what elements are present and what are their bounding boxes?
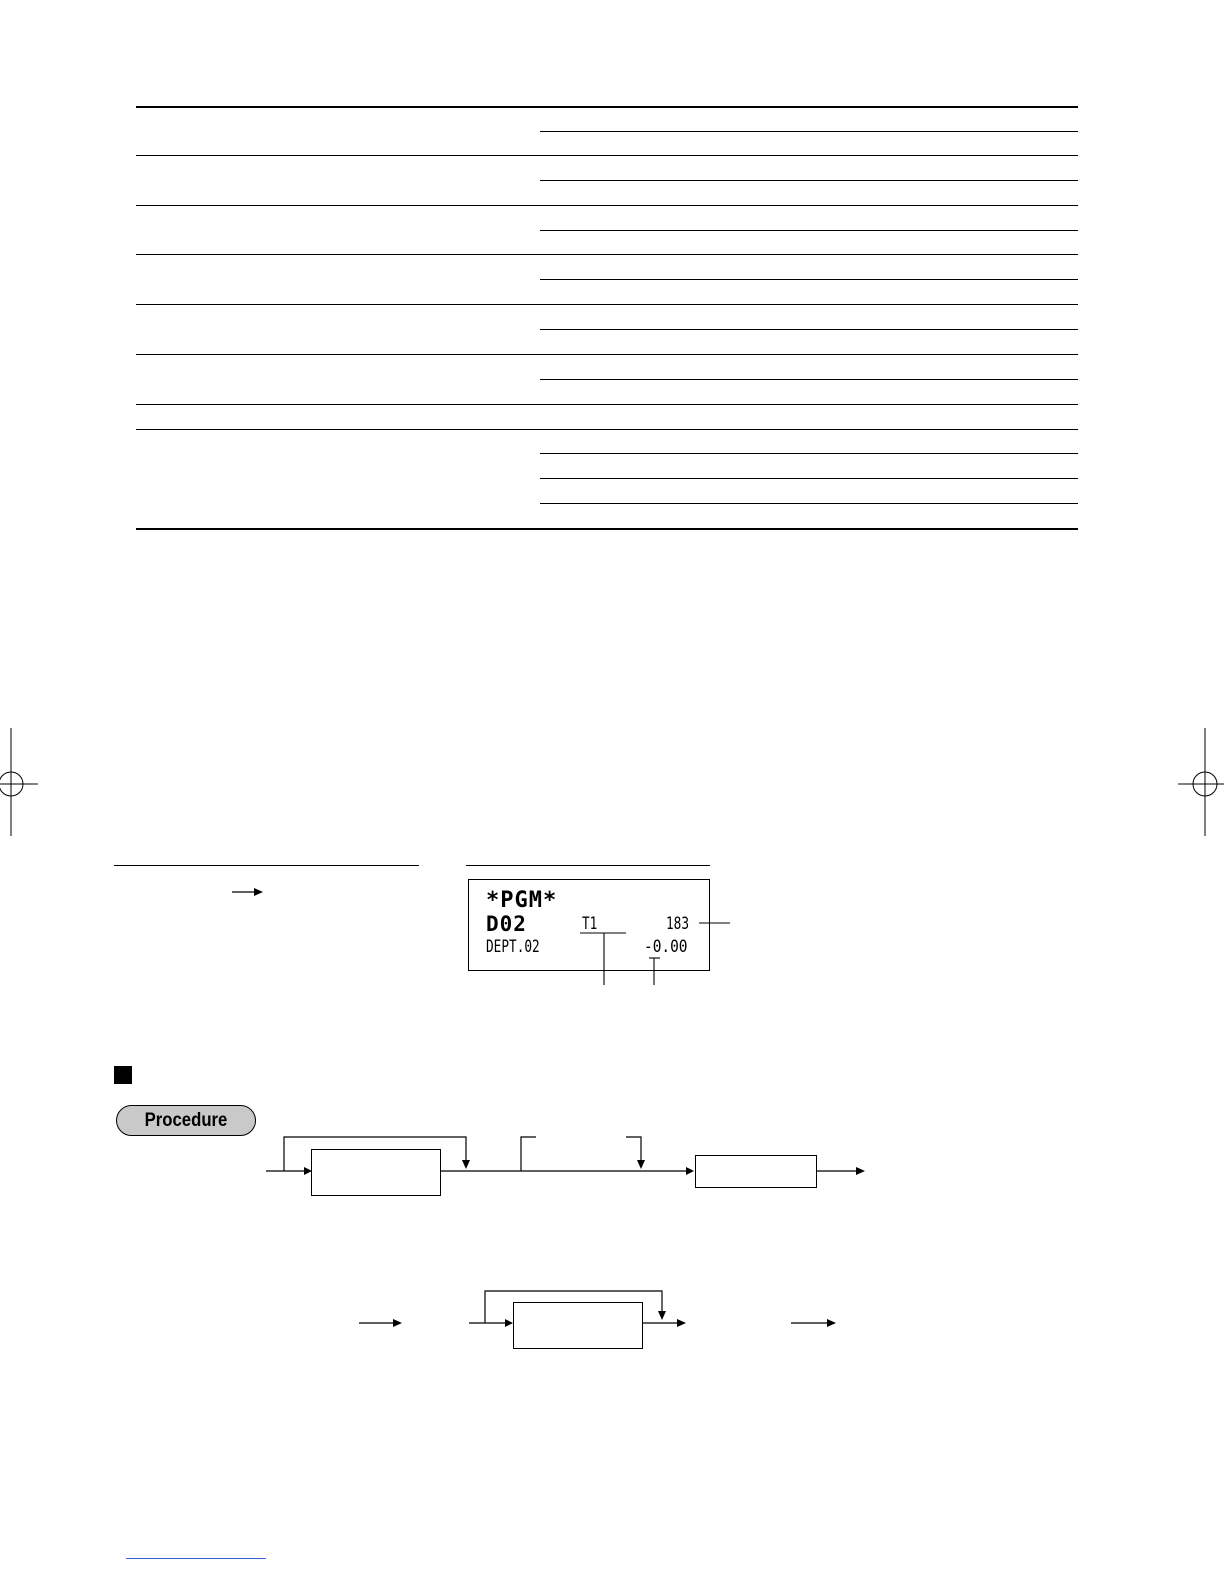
table-subrow-rule bbox=[540, 453, 1078, 454]
procedure-label: Procedure bbox=[144, 1110, 228, 1131]
table-row-rule bbox=[136, 205, 1078, 206]
filled-square-icon bbox=[114, 1066, 132, 1084]
arrow-right-icon bbox=[677, 1319, 686, 1327]
arrow-down-icon bbox=[637, 1160, 645, 1169]
arrow-right-icon bbox=[856, 1167, 865, 1175]
table-row-rule bbox=[136, 429, 1078, 430]
arrow-down-icon bbox=[462, 1160, 470, 1169]
table-row-rule bbox=[136, 254, 1078, 255]
display-leader-lines bbox=[570, 915, 740, 987]
display-department-code: D02 bbox=[486, 912, 527, 936]
table-row-rule bbox=[136, 155, 1078, 156]
table-row-rule bbox=[136, 354, 1078, 355]
arrow-right-icon bbox=[686, 1167, 694, 1175]
print-rule bbox=[466, 865, 710, 866]
arrow-right-icon bbox=[827, 1319, 836, 1327]
arrow-down-icon bbox=[658, 1311, 666, 1320]
table-subrow-rule bbox=[540, 230, 1078, 231]
registration-mark-right bbox=[1176, 728, 1224, 838]
table-top-rule bbox=[136, 106, 1078, 108]
table-subrow-rule bbox=[540, 329, 1078, 330]
table-subrow-rule bbox=[540, 180, 1078, 181]
arrow-right-icon bbox=[393, 1319, 402, 1327]
crosshair-circle-icon bbox=[1178, 728, 1224, 836]
procedure-key-box-2 bbox=[695, 1155, 817, 1188]
display-department-name: DEPT.02 bbox=[486, 937, 540, 957]
procedure-key-box-1 bbox=[311, 1149, 441, 1196]
table-subrow-rule bbox=[540, 478, 1078, 479]
footer-rule bbox=[126, 1558, 266, 1559]
arrow-right-icon bbox=[505, 1319, 513, 1327]
display-tax-status: T1 bbox=[582, 914, 598, 934]
procedure-key-box-3 bbox=[513, 1302, 643, 1349]
table-subrow-rule bbox=[540, 131, 1078, 132]
key-operation-arrow bbox=[230, 885, 266, 899]
arrow-right-icon bbox=[232, 888, 263, 896]
procedure-badge bbox=[116, 1105, 256, 1136]
display-unit-price: -0.00 bbox=[644, 937, 688, 957]
crosshair-circle-icon bbox=[0, 728, 38, 836]
registration-mark-left bbox=[0, 728, 44, 838]
table-row-rule bbox=[136, 304, 1078, 305]
table-row-rule bbox=[136, 404, 1078, 405]
table-subrow-rule bbox=[540, 279, 1078, 280]
display-function-number: 183 bbox=[666, 914, 690, 934]
table-bottom-rule bbox=[136, 528, 1078, 530]
table-subrow-rule bbox=[540, 379, 1078, 380]
key-operation-rule bbox=[114, 865, 419, 866]
table-subrow-rule bbox=[540, 503, 1078, 504]
display-mode-text: *PGM* bbox=[486, 888, 558, 913]
